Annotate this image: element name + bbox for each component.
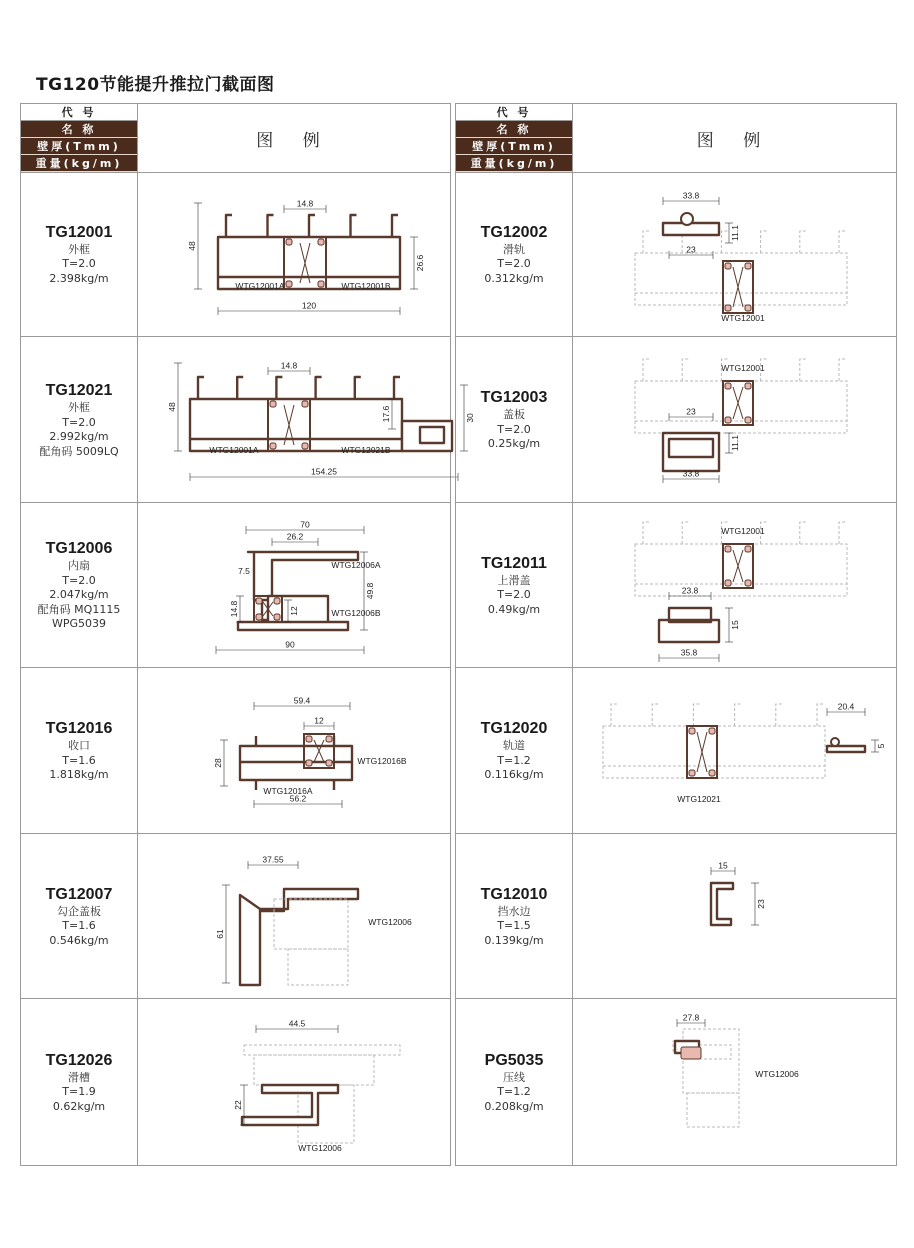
extra-note: WPG5039 bbox=[51, 617, 107, 631]
dim-h3: 12 bbox=[289, 606, 299, 616]
side-chamber-profile bbox=[402, 421, 452, 451]
cross-section-drawing bbox=[573, 339, 896, 503]
header-weight: 重量(kg/m) bbox=[456, 155, 572, 172]
rubber-strip bbox=[286, 239, 292, 245]
profile-name: 内扇 bbox=[68, 559, 90, 573]
header-labels bbox=[21, 104, 137, 172]
reference-frame-fin bbox=[611, 704, 617, 726]
profile-info bbox=[456, 670, 572, 833]
profile-row bbox=[456, 504, 896, 668]
dim-top: 14.8 bbox=[296, 198, 314, 209]
outer-frame-profile-fin bbox=[355, 377, 361, 399]
label-a: WTG12006 bbox=[755, 1068, 799, 1079]
profile-row bbox=[21, 173, 450, 337]
rubber-strip bbox=[306, 736, 312, 742]
profile-info bbox=[21, 1001, 137, 1165]
top-cover-profile bbox=[659, 608, 719, 642]
profile-figure bbox=[138, 835, 450, 998]
header-weight: 重量(kg/m) bbox=[21, 155, 137, 172]
wall-thickness: T=2.0 bbox=[62, 415, 96, 429]
profile-figure bbox=[573, 670, 896, 833]
right-panel bbox=[455, 103, 897, 1166]
wall-thickness: T=2.0 bbox=[62, 573, 96, 587]
label-b: WTG12016B bbox=[357, 755, 407, 766]
cross-section-drawing bbox=[138, 1001, 450, 1165]
rubber-strip bbox=[318, 239, 324, 245]
outer-frame-profile-fin bbox=[309, 215, 315, 237]
header-labels bbox=[456, 104, 572, 172]
extra-note: 配角码 MQ1115 bbox=[37, 602, 121, 616]
unit-weight: 0.546kg/m bbox=[49, 933, 109, 947]
profile-name: 压线 bbox=[503, 1070, 525, 1084]
rubber-strip bbox=[709, 728, 715, 734]
dim-height: 61 bbox=[215, 929, 225, 939]
reference-frame-fin bbox=[839, 522, 845, 544]
unit-weight: 0.62kg/m bbox=[52, 1099, 106, 1113]
profile-info bbox=[21, 339, 137, 502]
rubber-strip bbox=[709, 770, 715, 776]
label-a: WTG12006 bbox=[368, 917, 412, 927]
cross-section-drawing bbox=[138, 504, 450, 668]
profile-code: TG12026 bbox=[45, 1051, 113, 1069]
profile-name: 盖板 bbox=[503, 408, 525, 422]
outer-frame-profile-fin bbox=[276, 377, 282, 399]
wall-thickness: T=2.0 bbox=[497, 588, 531, 602]
profile-info bbox=[456, 504, 572, 667]
cross-section-drawing bbox=[573, 1001, 896, 1165]
outer-frame-profile-fin bbox=[392, 215, 398, 237]
rubber-strip bbox=[725, 417, 731, 423]
rail-profile bbox=[827, 746, 865, 752]
profile-info bbox=[456, 835, 572, 998]
dim-height: 48 bbox=[167, 401, 177, 412]
dim-top: 14.8 bbox=[280, 360, 298, 370]
reference-frame-fin bbox=[643, 231, 649, 253]
profile-name: 收口 bbox=[68, 739, 90, 753]
label-a: WTG12001 bbox=[721, 362, 765, 373]
reference-frame-fin bbox=[800, 522, 806, 544]
label-b: WTG12021B bbox=[341, 444, 391, 455]
profile-row bbox=[456, 670, 896, 834]
profile-info bbox=[21, 835, 137, 998]
label-a: WTG12001 bbox=[721, 313, 765, 323]
unit-weight: 2.398kg/m bbox=[49, 271, 109, 285]
profile-code: PG5035 bbox=[484, 1051, 544, 1069]
profile-row bbox=[456, 173, 896, 337]
dim-side: 26.6 bbox=[415, 254, 425, 272]
reference-frame-fin bbox=[652, 704, 658, 726]
profile-figure bbox=[138, 339, 475, 502]
rubber-strip bbox=[745, 263, 751, 269]
reference-frame-fin bbox=[643, 522, 649, 544]
dim-side: 49.8 bbox=[365, 582, 375, 600]
profile-row bbox=[21, 670, 450, 834]
dim-h2: 14.8 bbox=[229, 600, 239, 618]
profile-name: 轨道 bbox=[503, 739, 525, 753]
profile-code: TG12010 bbox=[480, 885, 548, 903]
profile-info bbox=[21, 173, 137, 336]
page-title: TG120节能提升推拉门截面图 bbox=[36, 75, 275, 95]
rubber-strip bbox=[725, 305, 731, 311]
header-name: 名 称 bbox=[456, 121, 572, 138]
extra-note: 配角码 5009LQ bbox=[39, 444, 119, 458]
rubber-strip bbox=[725, 383, 731, 389]
header-wall: 壁厚(Tmm) bbox=[21, 138, 137, 155]
dim-side: 30 bbox=[465, 412, 475, 423]
dim-top: 20.4 bbox=[837, 701, 855, 711]
reference-frame-fin bbox=[800, 359, 806, 381]
dim-height: 22 bbox=[233, 1099, 243, 1110]
cross-section-drawing bbox=[573, 670, 896, 834]
dim-top: 37.55 bbox=[262, 854, 284, 865]
profile-name: 滑槽 bbox=[68, 1070, 90, 1084]
profile-row bbox=[21, 504, 450, 668]
header-figure: 图 例 bbox=[572, 104, 896, 172]
unit-weight: 0.312kg/m bbox=[484, 271, 544, 285]
rubber-strip bbox=[274, 614, 280, 620]
rubber-strip bbox=[725, 546, 731, 552]
reference-frame-fin bbox=[800, 231, 806, 253]
unit-weight: 2.992kg/m bbox=[49, 430, 109, 443]
collar-profile bbox=[240, 746, 352, 780]
rubber-strip bbox=[745, 546, 751, 552]
unit-weight: 2.047kg/m bbox=[49, 588, 109, 602]
header-name: 名 称 bbox=[21, 121, 137, 138]
header-code: 代 号 bbox=[456, 104, 572, 121]
label-a: WTG12001A bbox=[209, 444, 259, 455]
slide-rail-profile bbox=[663, 223, 719, 235]
cover-plate-profile bbox=[663, 433, 719, 471]
dim-width: 90 bbox=[285, 639, 295, 650]
cross-section-drawing bbox=[138, 339, 475, 503]
reference-frame-fin bbox=[643, 359, 649, 381]
wall-thickness: T=1.9 bbox=[62, 1085, 96, 1099]
rubber-strip bbox=[745, 305, 751, 311]
dim-top: 70 bbox=[300, 519, 310, 530]
reference-frame-fin bbox=[776, 704, 782, 726]
profile-figure bbox=[573, 1001, 896, 1165]
rubber-strip bbox=[306, 760, 312, 766]
dim-top: 27.8 bbox=[682, 1012, 700, 1022]
rubber-strip bbox=[302, 401, 308, 407]
label-b: WTG12001B bbox=[341, 281, 391, 291]
rubber-strip bbox=[286, 281, 292, 287]
profile-code: TG12006 bbox=[45, 540, 113, 558]
rubber-strip bbox=[725, 580, 731, 586]
profile-row bbox=[456, 835, 896, 999]
dim-mid: 17.6 bbox=[381, 405, 391, 422]
rubber-strip bbox=[326, 760, 332, 766]
label-b: WTG12006B bbox=[331, 608, 381, 618]
profile-info bbox=[456, 173, 572, 336]
rubber-strip bbox=[725, 263, 731, 269]
profile-info bbox=[456, 339, 572, 502]
drip-edge-profile bbox=[711, 883, 733, 925]
outer-frame-profile-fin bbox=[394, 377, 400, 399]
unit-weight: 0.116kg/m bbox=[484, 768, 544, 782]
rubber-strip bbox=[745, 383, 751, 389]
reference-frame-fin bbox=[693, 704, 699, 726]
dim-inner: 26.2 bbox=[286, 531, 304, 542]
profile-row bbox=[21, 339, 475, 503]
profile-info bbox=[456, 1001, 572, 1165]
dim-width: 154.25 bbox=[311, 466, 337, 476]
dim-inner: 23 bbox=[686, 406, 696, 416]
dim-height: 23 bbox=[756, 899, 766, 909]
dim-inner: 23 bbox=[686, 244, 696, 255]
profile-name: 上滑盖 bbox=[497, 573, 531, 587]
unit-weight: 0.49kg/m bbox=[487, 602, 541, 616]
outer-frame-profile-fin bbox=[316, 377, 322, 399]
reference-frame-fin bbox=[839, 359, 845, 381]
rubber-strip bbox=[689, 770, 695, 776]
profile-figure bbox=[138, 670, 450, 833]
cross-section-drawing bbox=[573, 173, 896, 337]
header-code: 代 号 bbox=[21, 104, 137, 121]
outer-frame-profile-fin bbox=[237, 377, 243, 399]
cross-section-drawing bbox=[573, 504, 896, 668]
dim-height: 48 bbox=[187, 241, 197, 251]
dim-top: 33.8 bbox=[682, 190, 700, 201]
profile-figure bbox=[138, 504, 450, 667]
profile-row bbox=[456, 1001, 896, 1165]
wall-thickness: T=2.0 bbox=[62, 257, 96, 271]
dim-width: 56.2 bbox=[289, 793, 307, 803]
rubber-strip bbox=[274, 598, 280, 604]
dim-width: 120 bbox=[301, 300, 317, 311]
outer-frame-profile-fin bbox=[198, 377, 204, 399]
unit-weight: 0.25kg/m bbox=[487, 437, 541, 451]
profile-name: 勾企盖板 bbox=[57, 904, 101, 918]
reference-frame-fin bbox=[761, 231, 767, 253]
profile-code: TG12021 bbox=[45, 382, 113, 399]
profile-row bbox=[21, 1001, 450, 1165]
label-a: WTG12001A bbox=[235, 281, 285, 291]
profile-figure bbox=[138, 1001, 450, 1165]
outer-frame-profile-fin bbox=[351, 215, 357, 237]
profile-code: TG12007 bbox=[45, 885, 113, 903]
profile-code: TG12020 bbox=[480, 720, 548, 738]
rubber-strip bbox=[256, 614, 262, 620]
rubber-strip bbox=[270, 443, 276, 449]
wall-thickness: T=2.0 bbox=[497, 422, 531, 436]
left-panel bbox=[20, 103, 475, 1166]
profile-info bbox=[21, 670, 137, 833]
profile-name: 挡水边 bbox=[497, 904, 531, 918]
dim-height: 5 bbox=[876, 743, 886, 748]
outer-frame-profile-fin bbox=[268, 215, 274, 237]
wall-thickness: T=1.2 bbox=[497, 753, 531, 767]
dim-inner: 23.8 bbox=[681, 585, 699, 596]
profile-figure bbox=[573, 504, 896, 667]
unit-weight: 1.818kg/m bbox=[49, 768, 109, 782]
rubber-strip bbox=[745, 417, 751, 423]
profile-code: TG12003 bbox=[480, 389, 548, 407]
wall-thickness: T=1.6 bbox=[62, 919, 96, 933]
slot-profile bbox=[242, 1085, 338, 1125]
profile-figure bbox=[573, 173, 896, 336]
reference-frame-fin bbox=[682, 522, 688, 544]
cover-strip-top bbox=[252, 889, 358, 911]
reference-frame-fin bbox=[817, 704, 823, 726]
cross-section-drawing bbox=[138, 173, 450, 337]
dim-top: 44.5 bbox=[288, 1018, 306, 1028]
header-wall: 壁厚(Tmm) bbox=[456, 138, 572, 155]
wall-thickness: T=1.5 bbox=[497, 919, 531, 933]
header-figure: 图 例 bbox=[137, 104, 450, 172]
label-a: WTG12021 bbox=[677, 793, 721, 804]
unit-weight: 0.208kg/m bbox=[484, 1099, 544, 1113]
cover-strip-side bbox=[240, 895, 260, 985]
wall-thickness: T=1.2 bbox=[497, 1085, 531, 1099]
cross-section-drawing bbox=[573, 835, 896, 999]
label-a: WTG12016A bbox=[263, 785, 313, 796]
rubber-strip bbox=[270, 401, 276, 407]
profile-name: 外框 bbox=[68, 242, 90, 256]
reference-frame-fin bbox=[839, 231, 845, 253]
dim-inner: 12 bbox=[314, 715, 324, 725]
rubber-strip bbox=[326, 736, 332, 742]
outer-frame-profile-fin bbox=[226, 215, 232, 237]
dim-bottom: 33.8 bbox=[682, 468, 700, 478]
profile-figure bbox=[573, 835, 896, 998]
label-a: WTG12001 bbox=[721, 526, 765, 536]
dim-height: 15 bbox=[730, 620, 740, 630]
profile-code: TG12016 bbox=[45, 720, 113, 738]
wall-thickness: T=2.0 bbox=[497, 257, 531, 271]
profile-row bbox=[456, 339, 896, 503]
label-a: WTG12006 bbox=[298, 1142, 342, 1153]
dim-height: 28 bbox=[213, 757, 223, 768]
reference-frame-fin bbox=[721, 231, 727, 253]
rubber-strip bbox=[745, 580, 751, 586]
cross-section-drawing bbox=[138, 670, 450, 834]
profile-figure bbox=[138, 173, 450, 336]
reference-frame-fin bbox=[735, 704, 741, 726]
dim-h1: 7.5 bbox=[238, 566, 250, 576]
profile-code: TG12002 bbox=[480, 223, 548, 241]
dim-top: 15 bbox=[718, 860, 728, 871]
rubber-strip bbox=[302, 443, 308, 449]
dim-top: 59.4 bbox=[293, 695, 311, 705]
profile-code: TG12001 bbox=[45, 223, 113, 241]
profile-code: TG12011 bbox=[481, 554, 547, 572]
unit-weight: 0.139kg/m bbox=[484, 933, 544, 947]
wall-thickness: T=1.6 bbox=[62, 753, 96, 767]
cross-section-drawing bbox=[138, 835, 450, 999]
profile-name: 外框 bbox=[68, 401, 90, 414]
profile-row bbox=[21, 835, 450, 999]
rubber-strip bbox=[689, 728, 695, 734]
profile-info bbox=[21, 504, 137, 667]
profile-name: 滑轨 bbox=[503, 242, 525, 256]
rubber-strip bbox=[256, 598, 262, 604]
dim-height: 11.1 bbox=[730, 434, 740, 451]
reference-sash bbox=[274, 899, 348, 985]
reference-frame-fin bbox=[682, 359, 688, 381]
outer-frame-profile bbox=[190, 399, 402, 451]
label-a: WTG12006A bbox=[331, 560, 381, 570]
rubber-strip bbox=[681, 1047, 701, 1059]
dim-height: 11.1 bbox=[730, 225, 740, 241]
profile-figure bbox=[573, 339, 896, 502]
dim-bottom: 35.8 bbox=[680, 647, 698, 658]
rubber-strip bbox=[318, 281, 324, 287]
